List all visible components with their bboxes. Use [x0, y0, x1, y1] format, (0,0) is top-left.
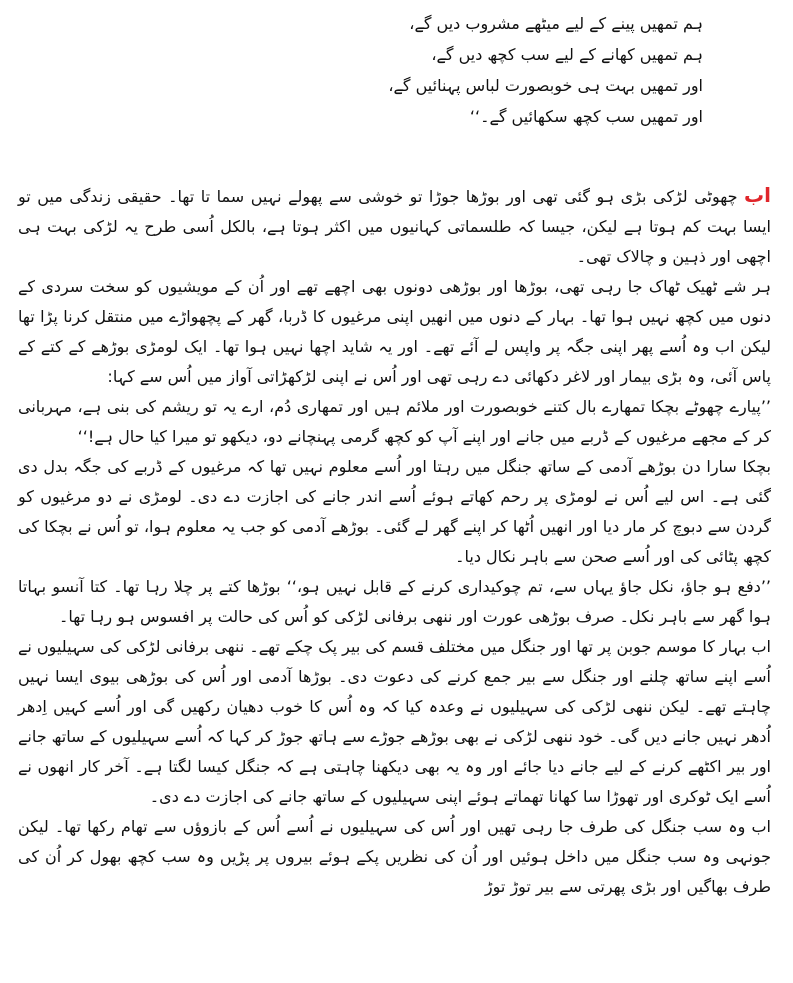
- poem-line: اور تمھیں بہت ہی خوبصورت لباس پہنائیں گے،: [388, 76, 703, 95]
- paragraph-text: چھوٹی لڑکی بڑی ہو گئی تھی اور بوڑھا جوڑا تو خوشی سے پھولے نہیں سما تا تھا۔ حقیقی زندگی میں تو ایسا بہت کم ہوتا ہے لیکن، جیسا کہ طلسماتی کہانیوں میں اکثر ہوتا ہے، بالکل اُسی طرح یہ لڑکی بہت ہی اچھی اور ذہین و چالاک تھی۔: [18, 187, 771, 266]
- poem-line: ہم تمھیں کھانے کے لیے سب کچھ دیں گے،: [431, 45, 703, 64]
- poem-stanza: [103, 8, 703, 132]
- paragraph: بچکا سارا دن بوڑھے آدمی کے ساتھ جنگل میں رہتا اور اُسے معلوم نہیں تھا کہ مرغیوں کے ڈربے کی جگہ بدل دی گئی ہے۔ اس لیے اُس نے لومڑی پر رحم کھاتے ہوئے اُسے اندر جانے کی اجازت دے دی۔ لومڑی نے دو مرغیوں کو گردن سے دبوچ کر مار دیا اور انھیں اُٹھا کر اپنے گھر لے گئی۔ بوڑھے آدمی کو جب یہ معلوم ہوا، تو اُس نے بچکا کی کچھ پٹائی کی اور اُسے صحن سے باہر نکال دیا۔: [18, 457, 771, 566]
- story-text: [18, 180, 771, 902]
- paragraph: ’’دفع ہو جاؤ، نکل جاؤ یہاں سے، تم چوکیداری کرنے کے قابل نہیں ہو،‘‘ بوڑھا کتے پر چلا رہا تھا۔ کتا آنسو بہاتا ہوا گھر سے باہر نکل۔ صرف بوڑھی عورت اور ننھی برفانی لڑکی کو اُس کی حالت پر افسوس ہو رہا تھا۔: [18, 577, 771, 626]
- lead-word: اب: [744, 183, 771, 207]
- paragraph: اب بہار کا موسم جوبن پر تھا اور جنگل میں مختلف قسم کی بیر پک چکے تھے۔ ننھی برفانی لڑکی کی سہیلیوں نے اُسے اپنے ساتھ چلنے اور جنگل سے بیر جمع کرنے کی دعوت دی۔ بوڑھا آدمی اور اُس کی بوڑھی بیوی ایسا نہیں چاہتے تھے۔ لیکن ننھی لڑکی کی سہیلیوں نے وعدہ کیا کہ وہ اُس کا خوب دھیان رکھیں گی اور اُسے کہیں اِدھر اُدھر نہیں جانے دیں گی۔ خود ننھی لڑکی نے بھی بوڑھے جوڑے سے ہاتھ جوڑ کر کہا کہ اُسے سہیلیوں کے ساتھ جانے اور بیر اکٹھے کرنے کے لیے جانے دیا جائے اور وہ یہ بھی دیکھنا چاہتی ہے کہ جنگل کیسا لگتا ہے۔ آخر کار انھوں نے اُسے ایک ٹوکری اور تھوڑا سا کھانا تھماتے ہوئے اپنی سہیلیوں کے ساتھ جانے کی اجازت دے دی۔: [18, 637, 772, 806]
- paragraph: ہر شے ٹھیک ٹھاک جا رہی تھی، بوڑھا اور بوڑھی دونوں بھی اچھے تھے اور اُن کے مویشیوں کو سخت سردی کے دنوں میں کچھ نہیں ہوا تھا۔ بہار کے دنوں میں انھیں اپنی مرغیوں کا ڈربا، گھر کے پچھواڑے میں منتقل کرنا پڑا تھا لیکن اب وہ اُسے پھر اپنی جگہ پر واپس لے آئے تھے۔ اور یہ شاید اچھا نہیں ہوا تھا۔ ایک لومڑی بوڑھے کے کتے کے پاس آئی، وہ بڑی بیمار اور لاغر دکھائی دے رہی تھی اور اُس نے اپنی لڑکھڑاتی آواز میں اُس سے کہا:: [18, 277, 771, 386]
- paragraph: اب وہ سب جنگل کی طرف جا رہی تھیں اور اُس کی سہیلیوں نے اُسے اُس کے بازوؤں سے تھام رکھا تھا۔ لیکن جونہی وہ سب جنگل میں داخل ہوئیں اور اُن کی نظریں پکے ہوئے بیروں پر پڑیں وہ سب کچھ بھول کر اُن کی طرف بھاگیں اور بڑی پھرتی سے بیر توڑ توڑ: [18, 817, 771, 896]
- poem-line: ہم تمھیں پینے کے لیے میٹھے مشروب دیں گے،: [409, 14, 703, 33]
- poem-line: اور تمھیں سب کچھ سکھائیں گے۔‘‘: [469, 107, 703, 126]
- paragraph: ’’پیارے چھوٹے بچکا تمھارے بال کتنے خوبصورت اور ملائم ہیں اور تمھاری دُم، ارے یہ تو ریشم کی بنی ہے، مہربانی کر کے مجھے مرغیوں کے ڈربے میں جانے اور اپنے آپ کو کچھ گرمی پہنچانے دو، دیکھو تو میرا کیا حال ہے!‘‘: [18, 397, 771, 446]
- paragraph: [18, 180, 771, 272]
